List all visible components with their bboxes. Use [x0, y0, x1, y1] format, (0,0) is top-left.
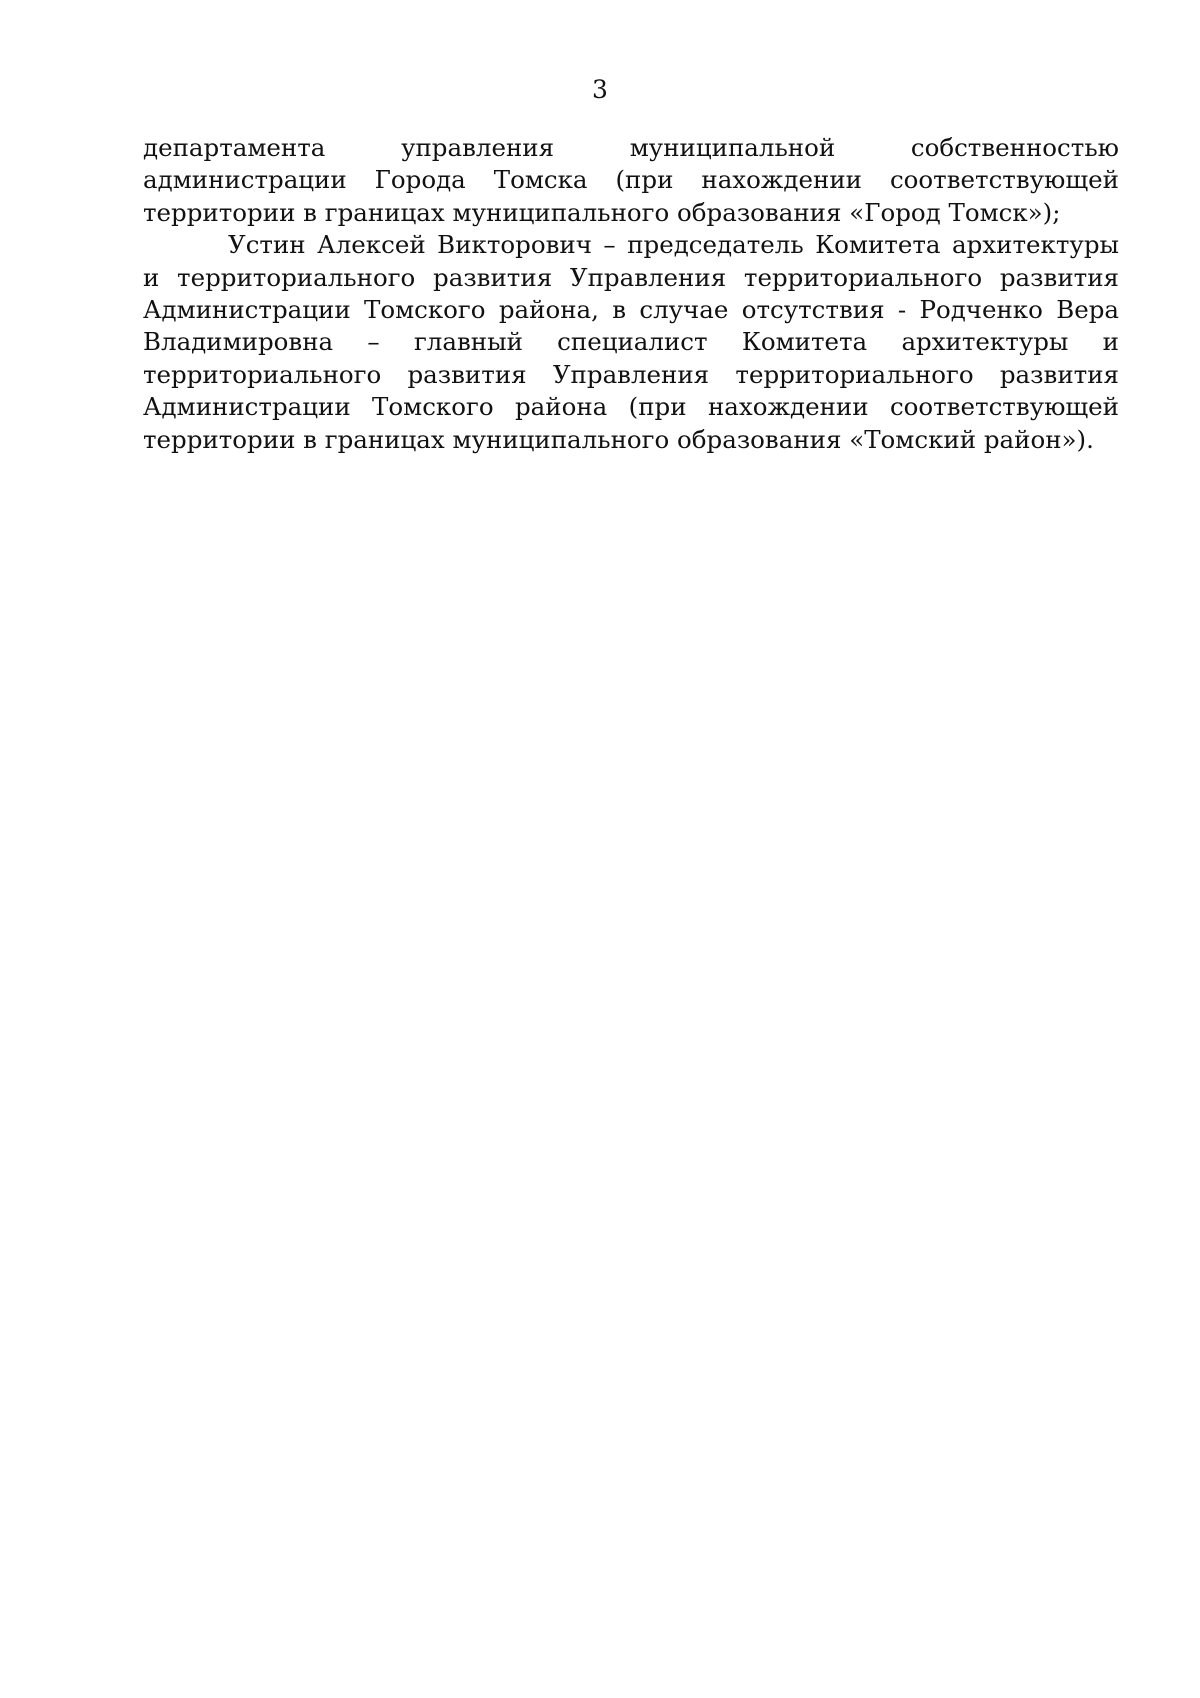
page-number: 3: [592, 75, 608, 104]
paragraph-member-entry: Устин Алексей Викторович – председатель Комитета архитектуры и территориального развития Управления территориального развития Администрации Томского района, в случае отсутствия - Родченко Вера Владимировна – главный специалист Комитета архитектуры и территориального развития Управления территориального развития Администрации Томского района (при нахождении соответствующей территории в границах муниципального образования «Томский район»).: [143, 230, 1119, 454]
paragraph-continuation: департамента управления муниципальной собственностью администрации Города Томска (при нахождении соответствующей территории в границах муниципального образования «Город Томск»);: [143, 133, 1119, 227]
document-body: [143, 132, 1119, 456]
